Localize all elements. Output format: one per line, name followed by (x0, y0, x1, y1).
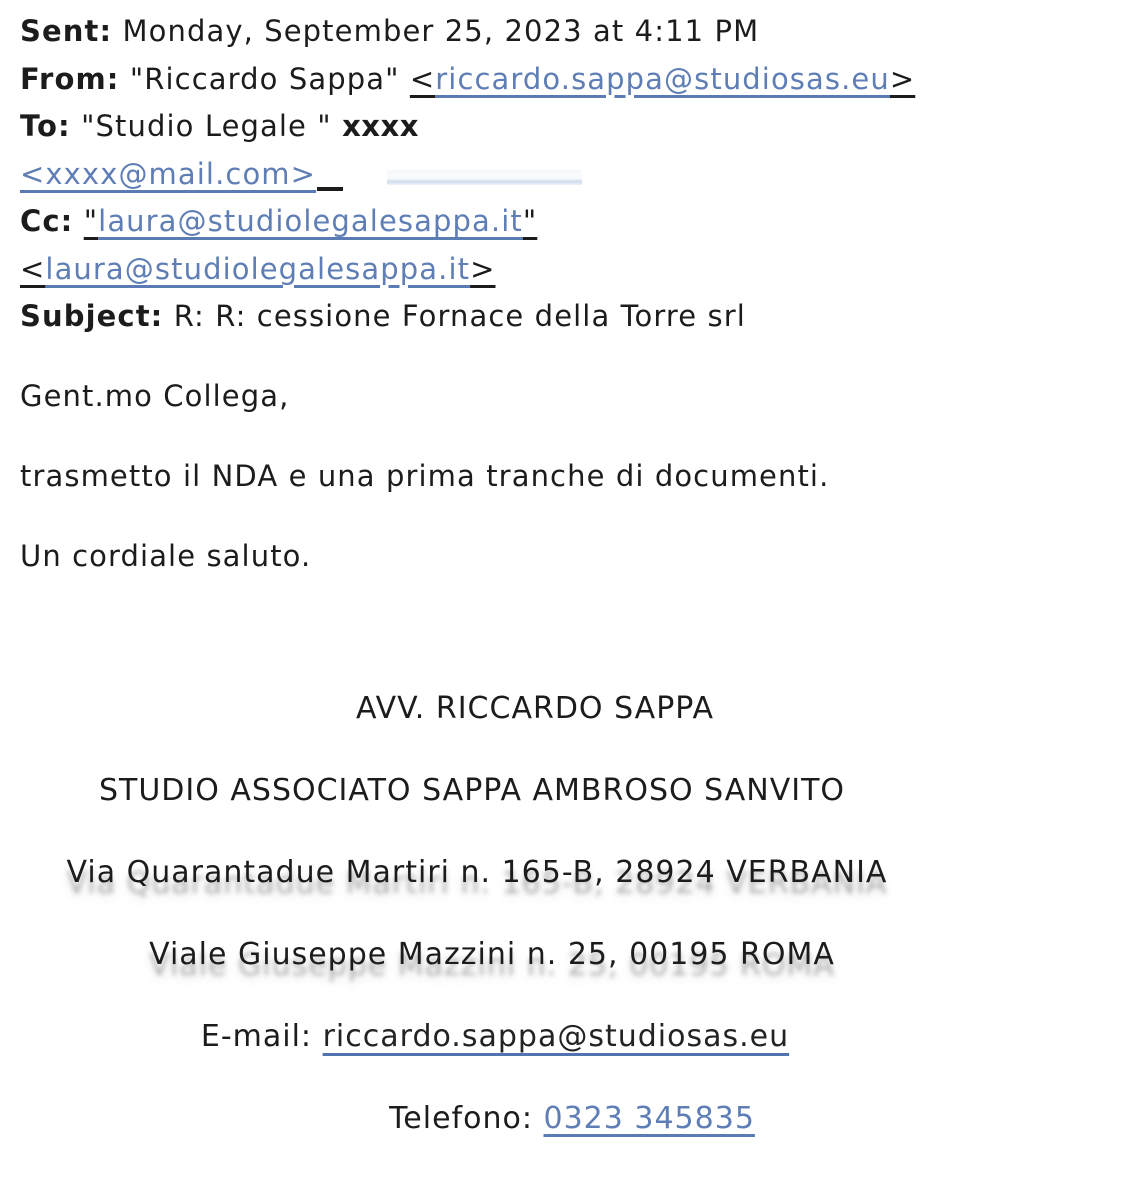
signature-phone-line (26, 1101, 1118, 1137)
angle-open: < (20, 251, 46, 286)
signature-phone-link[interactable]: 0323 345835 (543, 1100, 755, 1136)
cc-email-bracketed-link[interactable]: laura@studiolegalesappa.it (45, 251, 471, 286)
sent-value: Monday, September 25, 2023 at 4:11 PM (122, 14, 760, 48)
from-label: From: (20, 61, 120, 96)
angle-close: > (290, 156, 317, 191)
closing-line: Un cordiale saluto. (20, 538, 312, 573)
from-name: "Riccardo Sappa" (129, 61, 400, 96)
angle-open: < (409, 61, 436, 96)
cc-email-link[interactable]: laura@studiolegalesappa.it (98, 204, 523, 238)
from-email-link[interactable]: riccardo.sappa@studiosas.eu (435, 61, 890, 96)
signature-address-roma: Viale Giuseppe Mazzini n. 25, 00195 ROMA (149, 936, 835, 972)
angle-open: < (20, 156, 46, 191)
quote-close: " (522, 204, 538, 238)
to-line (20, 103, 1112, 151)
quote-open: " (83, 204, 99, 238)
to-email-line (20, 151, 1112, 199)
to-email-link[interactable] (20, 157, 316, 191)
cc-address-group (84, 204, 538, 238)
from-address-group (410, 62, 915, 96)
angle-close: > (889, 61, 916, 96)
greeting: Gent.mo Collega, (20, 378, 290, 413)
signature-name: AVV. RICCARDO SAPPA (356, 690, 714, 726)
underline-artifact (317, 187, 343, 191)
message-line: trasmetto il NDA e una prima tranche di documenti. (20, 458, 830, 493)
sent-line (20, 8, 1112, 56)
to-label: To: (20, 109, 71, 143)
signature-firm: STUDIO ASSOCIATO SAPPA AMBROSO SANVITO (98, 772, 846, 808)
signature-email-line (0, 1019, 1041, 1055)
subject-value: R: R: cessione Fornace della Torre srl (173, 299, 746, 333)
email-header (20, 8, 1112, 341)
redaction-smudge (387, 170, 582, 185)
angle-close: > (470, 251, 496, 286)
subject-line (20, 293, 1112, 341)
subject-label: Subject: (20, 299, 164, 333)
signature-email-link[interactable]: riccardo.sappa@studiosas.eu (322, 1018, 790, 1054)
to-name: "Studio Legale " (81, 109, 332, 143)
to-redacted-name: xxxx (342, 109, 419, 143)
cc-email-line (20, 246, 1112, 294)
signature-block (20, 691, 1112, 1137)
from-line (20, 56, 1112, 104)
to-email-text: xxxx@mail.com (45, 156, 291, 191)
signature-address-verbania: Via Quarantadue Martiri n. 165-B, 28924 VERBANIA (66, 854, 888, 890)
sent-label: Sent: (20, 14, 113, 48)
email-label: E-mail: (200, 1018, 313, 1054)
phone-label: Telefono: (389, 1100, 533, 1136)
cc-line (20, 198, 1112, 246)
cc-label: Cc: (20, 204, 74, 238)
email-body (20, 378, 1112, 573)
